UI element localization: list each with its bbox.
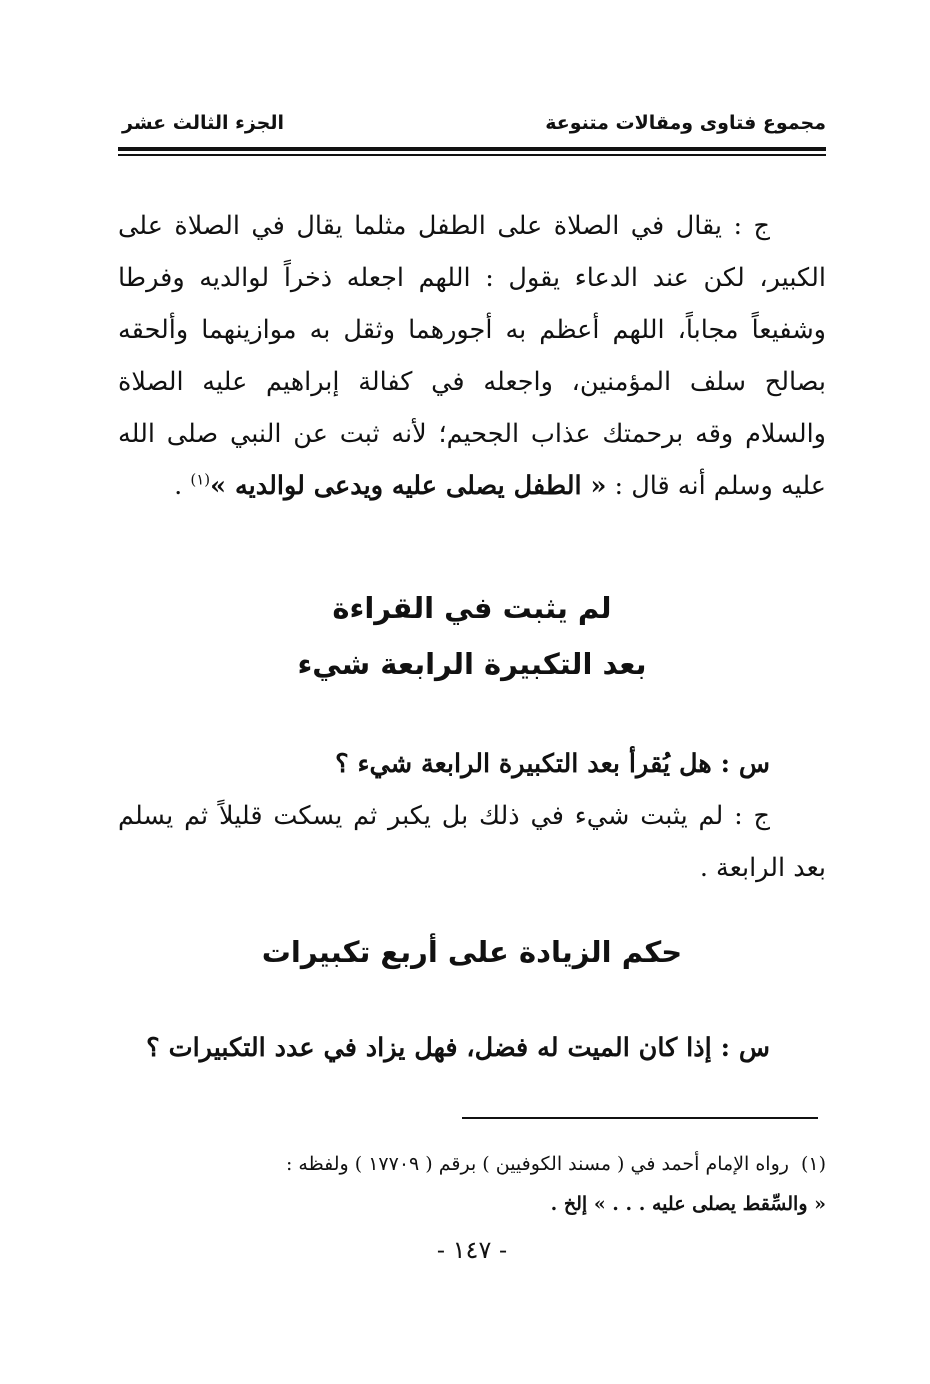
volume-label: الجزء الثالث عشر — [122, 112, 285, 134]
heading-1-line-2: بعد التكبيرة الرابعة شيء — [297, 647, 647, 681]
footnote-line-1 — [118, 1144, 826, 1184]
footnote-number: (١) — [800, 1153, 826, 1175]
answer-paragraph-2 — [118, 790, 826, 894]
footnote-reference[interactable]: (١) — [190, 470, 211, 489]
answer-paragraph-1 — [118, 200, 826, 512]
book-title: مجموع فتاوى ومقالات متنوعة — [545, 112, 826, 134]
question-paragraph-2 — [118, 738, 826, 790]
running-header — [118, 112, 826, 142]
header-rule-thin — [118, 154, 826, 156]
question-2-text: س : هل يُقرأ بعد التكبيرة الرابعة شيء ؟ — [335, 749, 770, 779]
footnote — [118, 1144, 826, 1224]
page-number: - ١٤٧ - — [436, 1236, 508, 1264]
heading-1-line-1: لم يثبت في القراءة — [332, 591, 612, 625]
footnote-quote: « والسِّقط يصلى عليه . . . » إلخ . — [550, 1193, 826, 1215]
question-3-text: س : إذا كان الميت له فضل، فهل يزاد في عدد التكبيرات ؟ — [146, 1033, 770, 1063]
answer-1-text: ج : يقال في الصلاة على الطفل مثلما يقال في الصلاة على الكبير، لكن عند الدعاء يقول : اللهم اجعله ذخراً لوالديه وفرطا وشفيعاً مجاباً، اللهم أعظم به أجورهما وثقل به موازينهما وألحقه بصالح سلف المؤمنين، واجعله في كفالة إبراهيم عليه الصلاة والسلام وقه برحمتك عذاب الجحيم؛ لأنه ثبت عن النبي صلى الله عليه وسلم أنه قال : — [118, 211, 826, 501]
section-heading-1 — [118, 580, 826, 692]
header-rule-thick — [118, 147, 826, 151]
question-paragraph-3 — [118, 1022, 826, 1074]
hadith-quote: « الطفل يصلى عليه ويدعى لوالديه » — [210, 471, 607, 501]
footnote-text: رواه الإمام أحمد في ( مسند الكوفيين ) برقم ( ١٧٧٠٩ ) ولفظه : — [285, 1153, 789, 1175]
heading-2-text: حكم الزيادة على أربع تكبيرات — [261, 935, 683, 969]
answer-2-text: ج : لم يثبت شيء في ذلك بل يكبر ثم يسكت قليلاً ثم يسلم بعد الرابعة . — [118, 801, 826, 883]
answer-1-end: . — [174, 471, 191, 501]
section-heading-2 — [118, 924, 826, 980]
footnote-separator — [462, 1117, 818, 1119]
